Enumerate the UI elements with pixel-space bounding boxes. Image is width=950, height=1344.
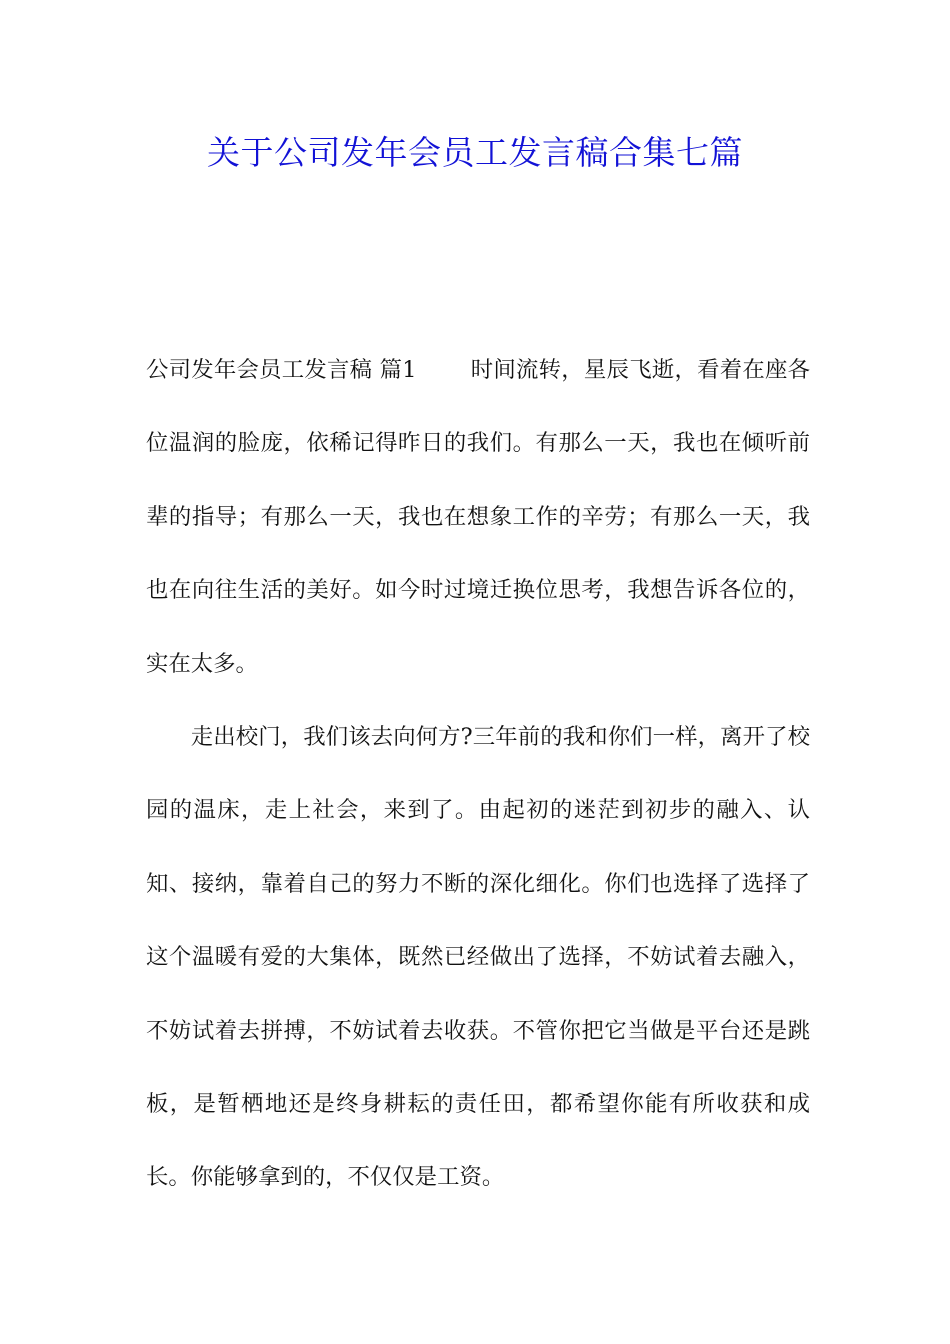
document-body [146,334,810,1215]
paragraph-1 [146,334,810,701]
document-title: 关于公司发年会员工发言稿合集七篇 [207,133,743,172]
section-heading: 公司发年会员工发言稿 篇1 [146,357,417,383]
paragraph-2: 走出校门，我们该去向何方?三年前的我和你们一样，离开了校园的温床，走上社会，来到了。由起初的迷茫到初步的融入、认知、接纳，靠着自己的努力不断的深化细化。你们也选择了选择了这个温暖有爱的大集体，既然已经做出了选择，不妨试着去融入，不妨试着去拼搏，不妨试着去收获。不管你把它当做是平台还是跳板，是暂栖地还是终身耕耘的责任田，都希望你能有所收获和成长。你能够拿到的，不仅仅是工资。 [146,724,810,1191]
paragraph-1-text: 时间流转，星辰飞逝，看着在座各位温润的脸庞，依稀记得昨日的我们。有那么一天，我也在倾听前辈的指导；有那么一天，我也在想象工作的辛劳；有那么一天，我也在向往生活的美好。如今时过境迁换位思考，我想告诉各位的，实在太多。 [146,357,810,677]
